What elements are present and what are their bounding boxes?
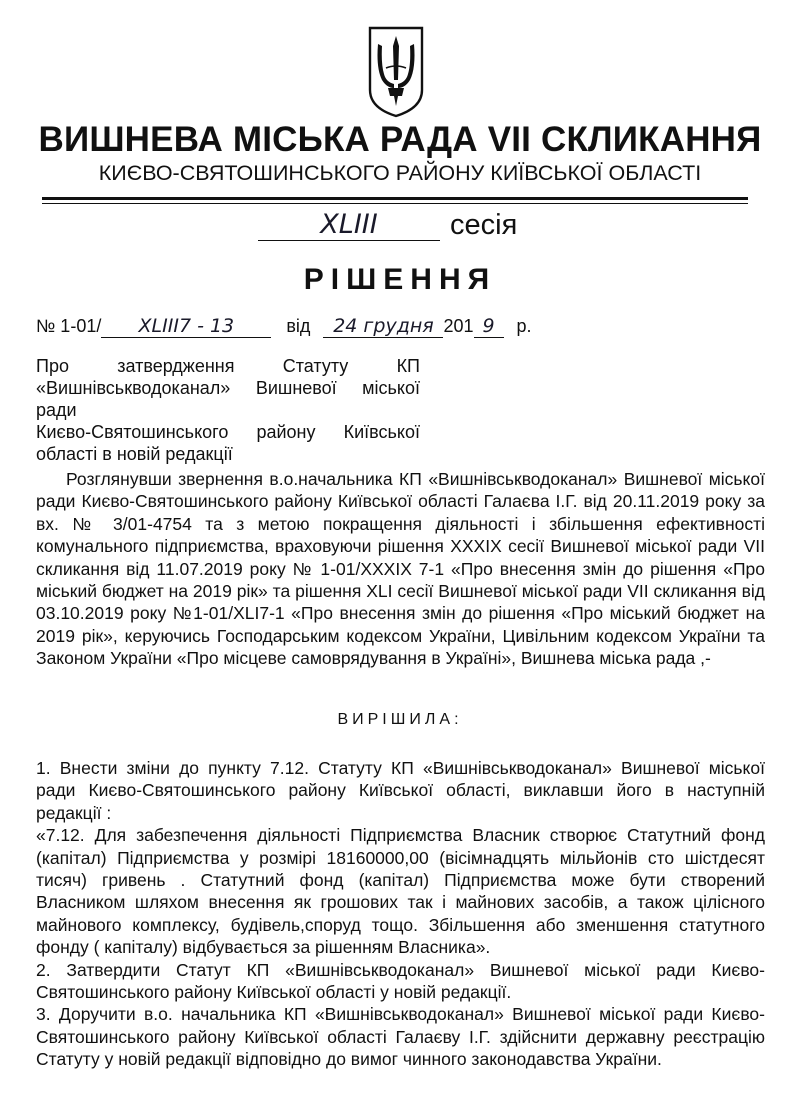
resolved-heading: ВИРІШИЛА:	[337, 711, 463, 728]
year-digit-handwritten: 9	[474, 315, 504, 338]
year-prefix: 201	[443, 316, 474, 336]
subject-line: Києво-Святошинського району Київської	[36, 422, 420, 442]
session-label: сесія	[450, 209, 518, 241]
decision-heading: РІШЕННЯ	[303, 263, 497, 296]
preamble-paragraph: Розглянувши звернення в.о.начальника КП «Вишнівськводоканал» Вишневої міської ради Києво-Святошинського району Київської області Галаєва І.Г. від 20.11.2019 року за вх. № 3/01-4754 та з метою покращення діяльності і збільшення ефективності комунального підприємства, враховуючи рішення XXXIX сесії Вишневої міської ради VII скликання від 11.07.2019 року № 1-01/XXXIX 7-1 «Про внесення змін до рішення «Про міський бюджет на 2019 рік» та рішення XLI сесії Вишневої міської ради VII скликання від 03.10.2019 року №1-01/XLI7-1 «Про внесення змін до рішення «Про міський бюджет на 2019 рік», керуючись Господарським кодексом України, Цивільним кодексом України та Законом України «Про місцеве самоврядування в Україні», Вишнева міська рада ,-	[36, 469, 765, 669]
decision-items	[36, 757, 765, 1071]
council-title: ВИШНЕВА МІСЬКА РАДА VII СКЛИКАННЯ	[38, 120, 762, 159]
decision-number-handwritten: XLIII7 - 13	[101, 315, 271, 338]
subject-line: області в новій редакції	[36, 444, 233, 464]
decision-subject	[36, 355, 420, 465]
item-1: 1. Внести зміни до пункту 7.12. Статуту КП «Вишнівськводоканал» Вишневої міської ради Києво-Святошинського району Київської області, виклавши його в наступній редакції :	[36, 758, 765, 823]
year-suffix: р.	[516, 316, 532, 336]
trident-emblem-icon	[366, 24, 426, 118]
header-divider-thick	[42, 197, 748, 200]
subject-line: Про затвердження Статуту КП	[36, 356, 420, 376]
decision-number-line	[36, 313, 532, 339]
date-prefix: від	[286, 316, 311, 336]
council-subtitle: КИЄВО-СВЯТОШИНСЬКОГО РАЙОНУ КИЇВСЬКОЇ ОБЛАСТІ	[98, 161, 702, 185]
date-handwritten: 24 грудня	[323, 315, 443, 338]
session-line	[258, 208, 558, 244]
subject-line: «Вишнівськводоканал» Вишневої міської ради	[36, 378, 420, 420]
session-number-handwritten: XLIII	[258, 208, 440, 241]
item-3: 3. Доручити в.о. начальника КП «Вишнівськводоканал» Вишневої міської ради Києво-Святошинського району Київської області Галаєву І.Г. здійснити державну реєстрацію Статуту у новій редакції відповідно до вимог чинного законодавства України.	[36, 1004, 765, 1070]
decision-number-prefix: № 1-01/	[36, 316, 102, 336]
item-1-quote: «7.12. Для забезпечення діяльності Підприємства Власник створює Статутний фонд (капітал) Підприємства у розмірі 18160000,00 (вісімнадцять мільйонів сто шістдесят тисяч) гривень . Статутний фонд (капітал) Підприємства може бути створений Власником шляхом внесення як грошових так і майнових засобів, а також цілісного майнового комплексу, будівель,споруд тощо. Збільшення або зменшення статутного фонду ( капіталу) відбувається за рішенням Власника».	[36, 825, 765, 958]
item-2: 2. Затвердити Статут КП «Вишнівськводоканал» Вишневої міської ради Києво-Святошинського району Київської області у новій редакції.	[36, 959, 765, 1003]
header-divider-thin	[42, 203, 748, 204]
